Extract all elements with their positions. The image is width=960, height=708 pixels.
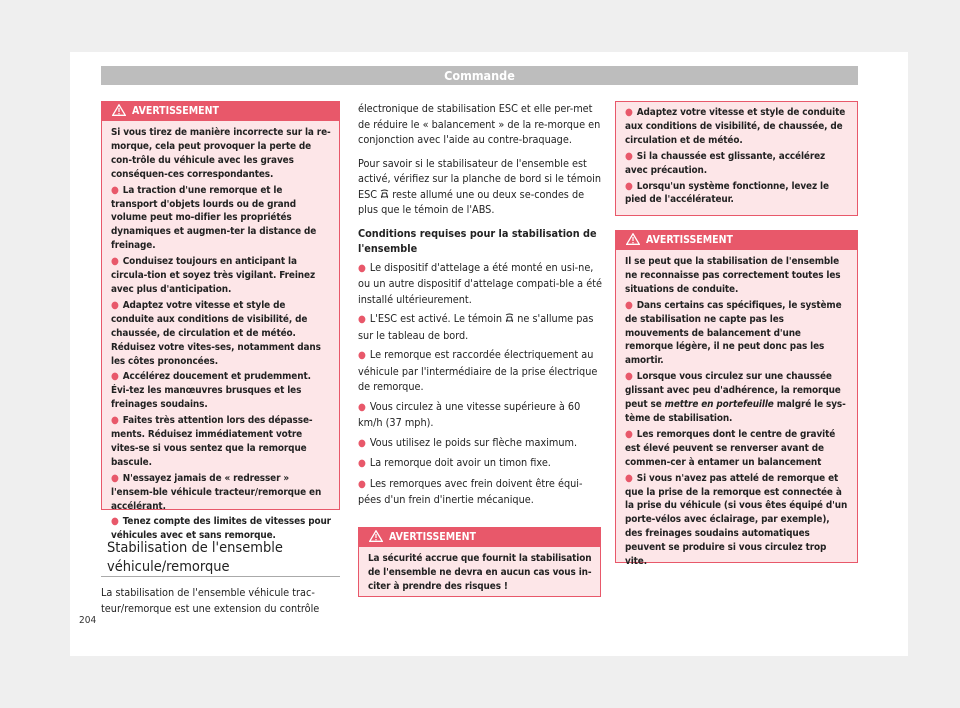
list-item: ● Accélérez doucement et prudemment. Évi-tez les manœuvres brusques et les freinages soudains. [111, 371, 311, 411]
list-item: ● Si la chaussée est glissante, accélérez avec précaution. [625, 150, 826, 176]
list-item: ● Faites très attention lors des dépasse-ments. Réduisez immédiatement votre vites-se si vous sentez que la remorque bascule. [111, 415, 313, 468]
bullet-icon: ● [625, 180, 633, 192]
bullet-icon: ● [625, 371, 633, 383]
page-number: 204 [79, 615, 97, 626]
warning-triangle-icon [369, 530, 383, 542]
bullet-icon: ● [358, 314, 366, 325]
right-warning-continued-box [615, 101, 858, 216]
list-item: ● La traction d'une remorque et le transport d'objets lourds ou de grand volume peut mo-difier les propriétés dynamiques et augmen-ter la distance de freinage. [111, 184, 317, 252]
bullet-icon: ● [358, 458, 366, 469]
warning-intro: Si vous tirez de manière incorrecte sur la re-morque, cela peut provoquer la perte de con-trôle du véhicule avec les graves conséquen-ces correspondantes. [111, 127, 331, 180]
list-item: ● Le remorque est raccordée électriquement au véhicule par l'intermédiaire de la prise électrique de remorque. [358, 348, 598, 393]
warning-triangle-icon [626, 233, 640, 245]
list-item: ● La remorque doit avoir un timon fixe. [358, 456, 551, 469]
warning-triangle-icon [112, 104, 126, 116]
section-intro [101, 585, 341, 624]
bullet-icon: ● [625, 107, 633, 118]
paragraph: Pour savoir si le stabilisateur de l'ensemble est activé, vérifiez sur la planche de bord si le témoin ESC reste allumé une ou deux se-condes de plus que le témoin de l'ABS. [358, 156, 601, 216]
bullet-icon: ● [358, 478, 366, 490]
bullet-icon: ● [111, 516, 119, 528]
list-item: ● Adaptez votre vitesse et style de conduite aux conditions de visibilité, de chaussée, de circulation et de météo. [625, 107, 846, 146]
list-item: ● Adaptez votre vitesse et style de conduite aux conditions de visibilité, de chaussée, de circulation et de météo. Réduisez votre vites-ses, notamment dans les côtes prononcées. [111, 299, 321, 367]
bullet-icon: ● [358, 350, 366, 361]
trailer-stabilisation-lamp-icon [380, 189, 389, 199]
bullet-icon: ● [625, 472, 633, 484]
bullet-icon: ● [111, 472, 119, 484]
middle-column [358, 101, 602, 512]
list-item: ● Tenez compte des limites de vitesses pour véhicules avec et sans remorque. [111, 516, 331, 542]
bullet-icon: ● [625, 150, 633, 162]
list-item: ● Les remorques avec frein doivent être équi-pées d'un frein d'inertie mécanique. [358, 476, 583, 506]
warning-header [616, 231, 857, 250]
trailer-stabilisation-lamp-icon [505, 313, 514, 323]
bullet-icon: ● [111, 371, 119, 383]
list-item: ● Lorsque vous circulez sur une chaussée glissant avec peu d'adhérence, la remorque peut se mettre en portefeuille malgré le sys-tème de stabilisation. [625, 371, 846, 424]
page-header: Commande [101, 66, 858, 85]
list-item: ● Conduisez toujours en anticipant la circula-tion et soyez très vigilant. Freinez avec plus d'anticipation. [111, 256, 316, 295]
list-item: ● Le dispositif d'attelage a été monté en usi-ne, ou un autre dispositif d'attelage compati-ble a été installé ultérieurement. [358, 260, 602, 306]
bullet-icon: ● [111, 256, 119, 268]
bullet-icon: ● [111, 184, 119, 196]
list-item: ● Vous utilisez le poids sur flèche maximum. [358, 435, 578, 449]
conditions-heading: Conditions requises pour la stabilisation de l'ensemble [358, 226, 597, 255]
warning-title: AVERTISSEMENT [389, 531, 476, 543]
warning-title: AVERTISSEMENT [132, 105, 219, 117]
warning-title: AVERTISSEMENT [646, 234, 733, 246]
bullet-icon: ● [358, 262, 366, 274]
list-item: ● N'essayez jamais de « redresser » l'ensem-ble véhicule tracteur/remorque en accélérant. [111, 472, 322, 512]
list-item: ● L'ESC est activé. Le témoin ne s'allume pas sur le tableau de bord. [358, 312, 594, 342]
warning-header [359, 528, 600, 547]
bullet-icon: ● [111, 415, 119, 427]
list-item: ● Vous circulez à une vitesse supérieure à 60 km/h (37 mph). [358, 399, 581, 429]
list-item: ● Si vous n'avez pas attelé de remorque et que la prise de la remorque est connectée à la prise du véhicule (si vous êtes équipé d'un porte-vélos avec éclairage, par exemple), des freinages soudains automatiques peuvent se produire si vous circulez trop vite. [625, 472, 848, 568]
middle-warning-box [358, 527, 601, 597]
bullet-icon: ● [625, 299, 633, 311]
bullet-icon: ● [358, 401, 366, 413]
list-item: ● Dans certains cas spécifiques, le système de stabilisation ne capte pas les mouvements de balancement d'une remorque légère, il ne peut donc pas les amortir. [625, 299, 842, 367]
paragraph: électronique de stabilisation ESC et elle per-met de réduire le « balancement » de la re-morque en conjonction avec l'aide au contre-braquage. [358, 102, 601, 146]
warning-intro: Il se peut que la stabilisation de l'ensemble ne reconnaisse pas correctement toutes les situations de conduite. [625, 256, 841, 295]
section-divider [101, 576, 340, 577]
bullet-icon: ● [358, 437, 366, 449]
warning-header [102, 102, 339, 121]
bullet-icon: ● [111, 299, 119, 311]
section-title: Stabilisation de l'ensemble véhicule/remorque [107, 540, 283, 575]
paragraph: La stabilisation de l'ensemble véhicule trac-teur/remorque est une extension du contrôle [101, 586, 320, 615]
list-item: ● Lorsqu'un système fonctionne, levez le pied de l'accélérateur. [625, 180, 829, 206]
left-warning-box [101, 101, 340, 542]
right-warning-box [615, 230, 858, 568]
warning-text: La sécurité accrue que fournit la stabilisation de l'ensemble ne devra en aucun cas vous in-citer à prendre des risques ! [368, 553, 592, 592]
list-item: ● Les remorques dont le centre de gravité est élevé peuvent se renverser avant de commen-cer à entamer un balancement [625, 428, 836, 468]
bullet-icon: ● [625, 428, 633, 440]
